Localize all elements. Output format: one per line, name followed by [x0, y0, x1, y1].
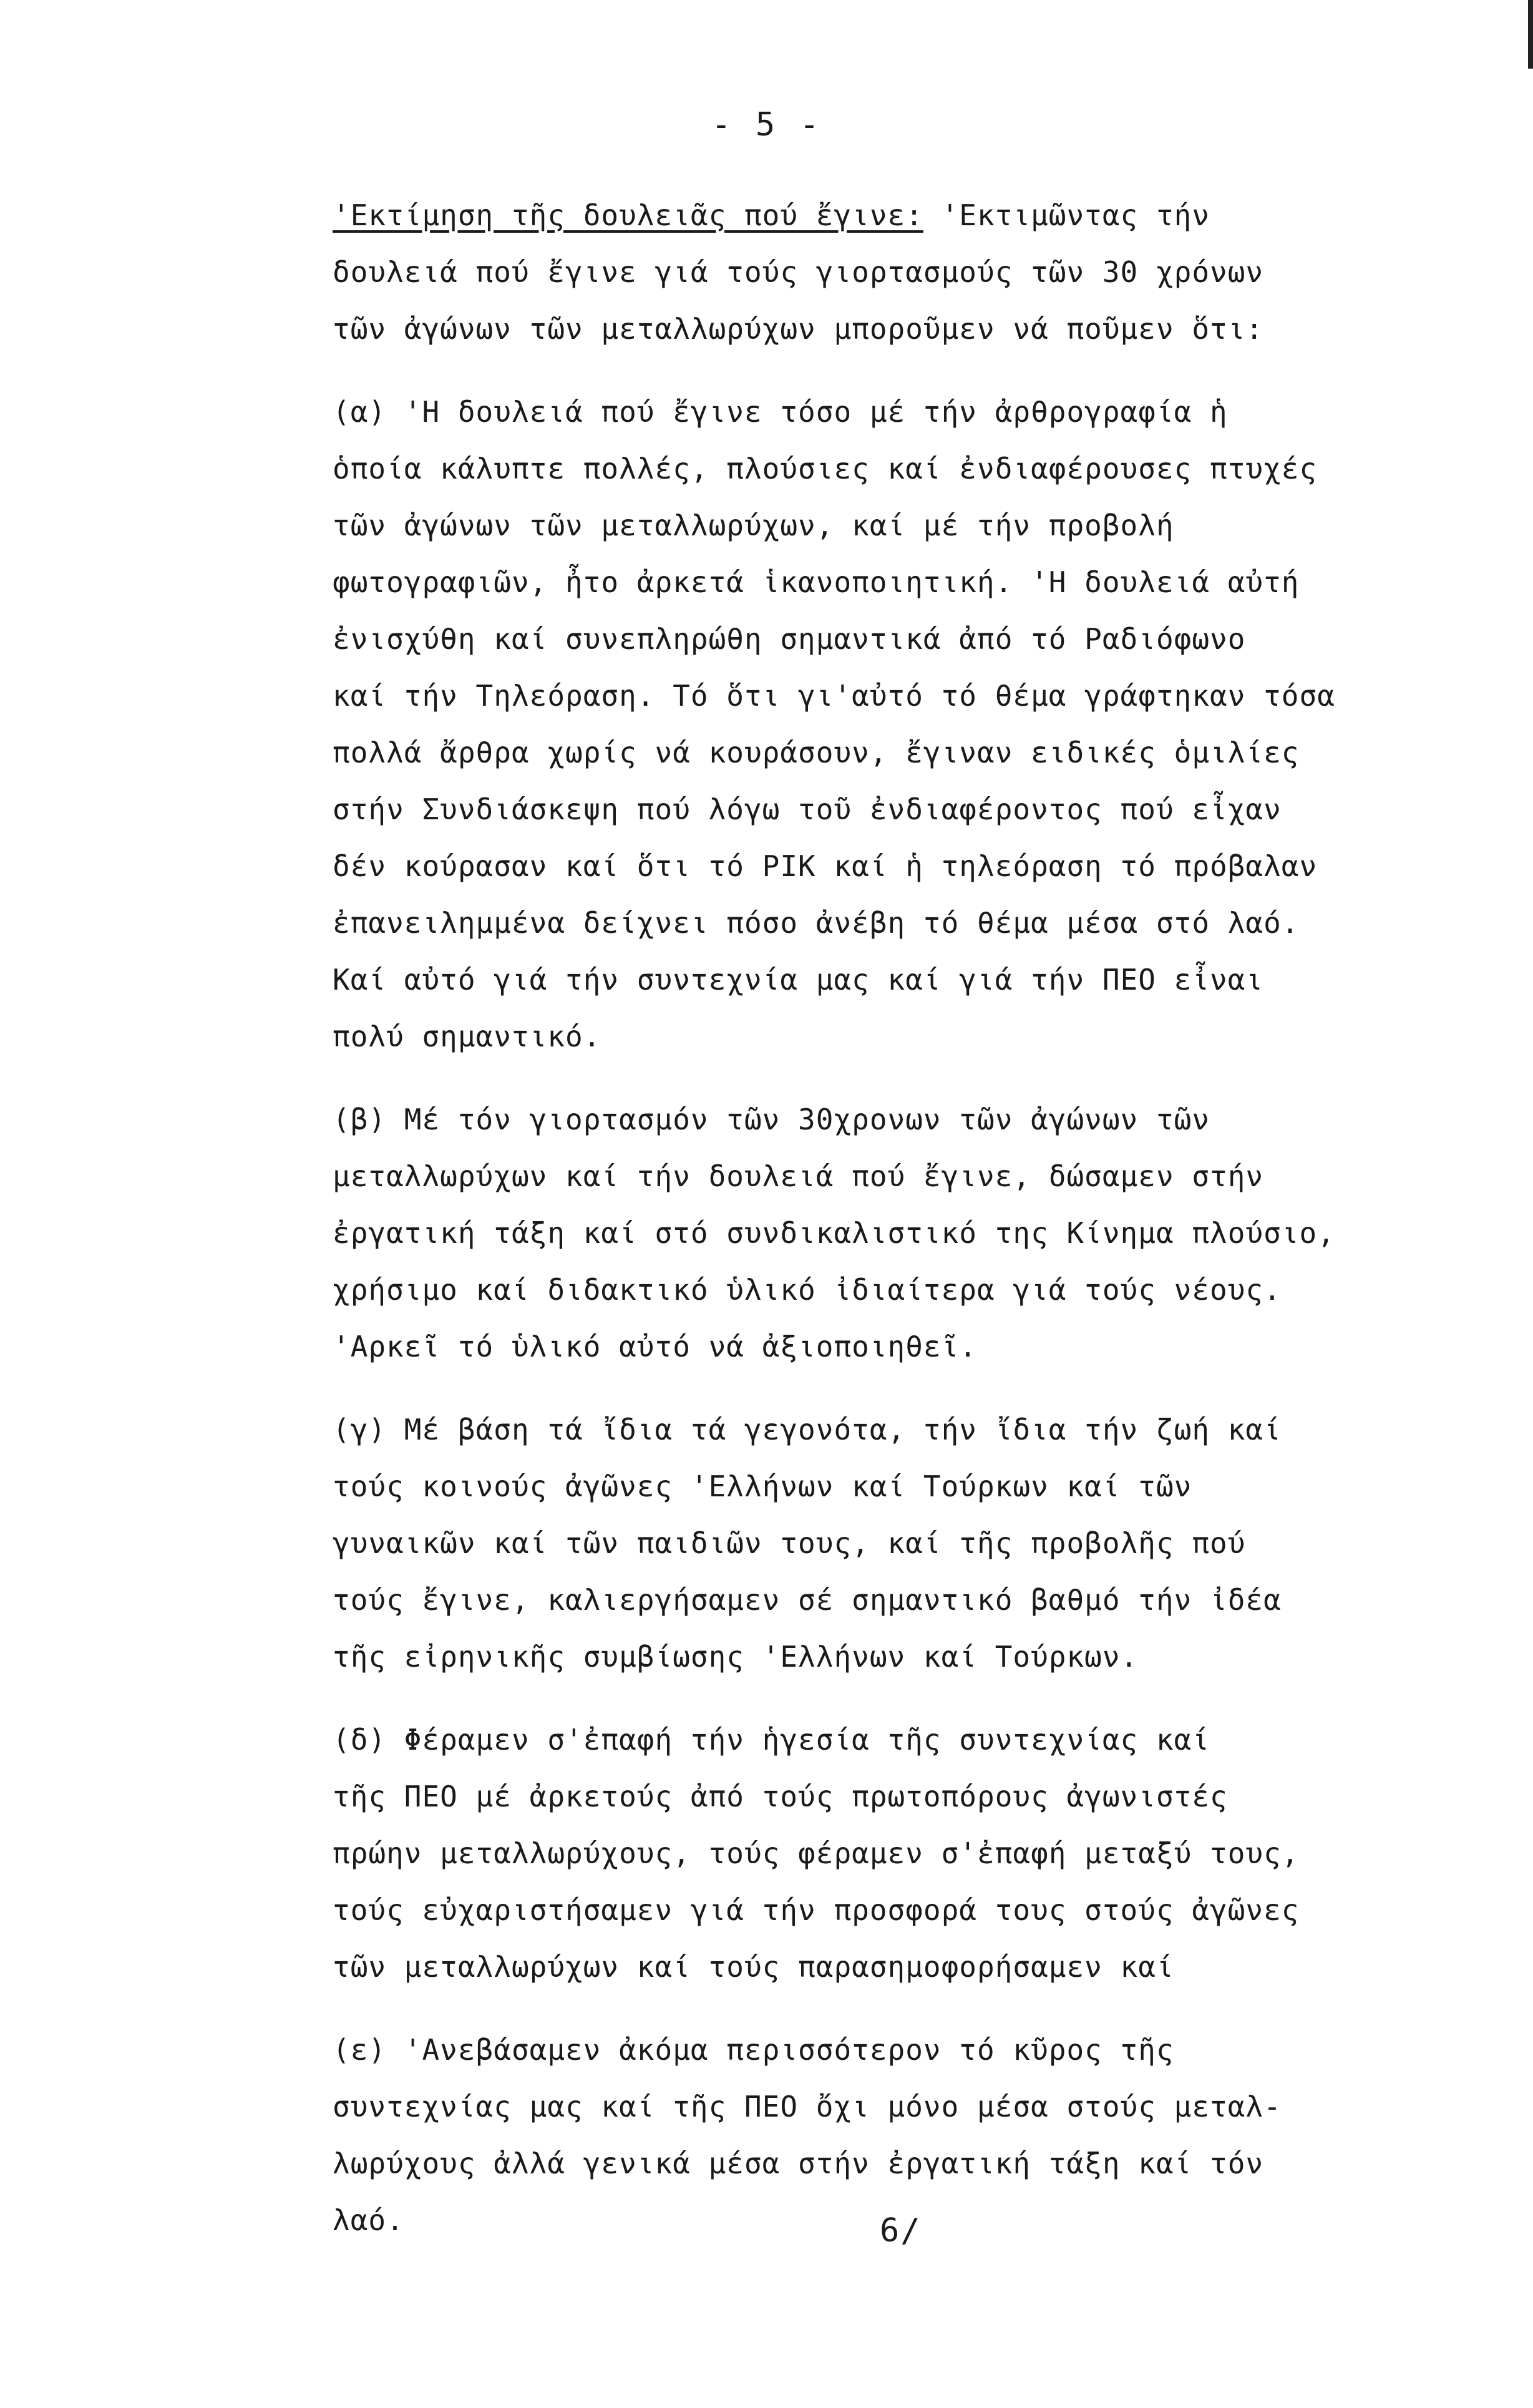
text-span: 'Εκτιμῶντας τήν	[923, 198, 1210, 232]
text-line: δουλειά πού ἔγινε γιά τούς γιορτασμούς τῶν 30 χρόνων	[333, 255, 1264, 289]
text-line: τούς κοινούς ἀγῶνες 'Ελλήνων καί Τούρκων καί τῶν	[333, 1470, 1192, 1503]
paragraph-item-c	[333, 1401, 1393, 1685]
text-line: (β) Μέ τόν γιορτασμόν τῶν 30χρονων τῶν ἀγώνων τῶν	[333, 1103, 1210, 1136]
paragraph-assessment-intro	[333, 187, 1393, 358]
text-line: τούς εὐχαριστήσαμεν γιά τήν προσφορά τους στούς ἀγῶνες	[333, 1893, 1300, 1927]
text-line: καί τήν Τηλεόραση. Τό ὅτι γι'αὐτό τό θέμα γράφτηκαν τόσα	[333, 679, 1335, 713]
next-page-reference: 6/	[880, 2212, 922, 2250]
paragraph-item-a	[333, 384, 1393, 1065]
section-heading: 'Εκτίμηση τῆς δουλειᾶς πού ἔγινε:	[333, 198, 923, 232]
text-line: Καί αὐτό γιά τήν συντεχνία μας καί γιά τήν ΠΕΟ εἶναι	[333, 963, 1264, 997]
text-line: (δ) Φέραμεν σ'ἐπαφή τήν ἡγεσία τῆς συντεχνίας καί	[333, 1723, 1210, 1757]
paragraph-item-d	[333, 1712, 1393, 1996]
text-line: λαό.	[333, 2203, 404, 2237]
text-line: γυναικῶν καί τῶν παιδιῶν τους, καί τῆς προβολῆς πού	[333, 1526, 1246, 1560]
text-line: (α) 'Η δουλειά πού ἔγινε τόσο μέ τήν ἀρθρογραφία ἡ	[333, 395, 1228, 429]
text-line: τούς ἔγινε, καλιεργήσαμεν σέ σημαντικό βαθμό τήν ἰδέα	[333, 1583, 1282, 1617]
text-line: ἐργατική τάξη καί στό συνδικαλιστικό της Κίνημα πλούσιο,	[333, 1216, 1335, 1250]
text-line: χρήσιμο καί διδακτικό ὑλικό ἰδιαίτερα γιά τούς νέους.	[333, 1273, 1282, 1307]
text-line: δέν κούρασαν καί ὅτι τό ΡΙΚ καί ἡ τηλεόραση τό πρόβαλαν	[333, 849, 1318, 883]
text-line: ἐπανειλημμένα δείχνει πόσο ἀνέβη τό θέμα μέσα στό λαό.	[333, 906, 1300, 940]
text-line: λωρύχους ἀλλά γενικά μέσα στήν ἐργατική τάξη καί τόν	[333, 2147, 1264, 2180]
text-line: ὁποία κάλυπτε πολλές, πλούσιες καί ἐνδιαφέρουσες πτυχές	[333, 452, 1318, 485]
document-body	[333, 187, 1393, 2249]
text-line: (ε) 'Ανεβάσαμεν ἀκόμα περισσότερον τό κῦρος τῆς	[333, 2033, 1174, 2067]
text-line: πολλά ἄρθρα χωρίς νά κουράσουν, ἔγιναν ειδικές ὁμιλίες	[333, 736, 1300, 769]
text-line: στήν Συνδιάσκεψη πού λόγω τοῦ ἐνδιαφέροντος πού εἶχαν	[333, 792, 1282, 826]
text-line: φωτογραφιῶν, ἦτο ἀρκετά ἱκανοποιητική. 'Η δουλειά αὐτή	[333, 565, 1300, 599]
page-number: - 5 -	[711, 106, 822, 144]
text-line: συντεχνίας μας καί τῆς ΠΕΟ ὄχι μόνο μέσα στούς μεταλ-	[333, 2090, 1282, 2123]
text-line: πολύ σημαντικό.	[333, 1020, 601, 1053]
text-line: ἐνισχύθη καί συνεπληρώθη σημαντικά ἀπό τό Ραδιόφωνο	[333, 622, 1246, 656]
text-line: 'Αρκεῖ τό ὑλικό αὐτό νά ἀξιοποιηθεῖ.	[333, 1330, 977, 1363]
paragraph-item-b	[333, 1091, 1393, 1375]
text-line: τῆς ΠΕΟ μέ ἀρκετούς ἀπό τούς πρωτοπόρους ἀγωνιστές	[333, 1780, 1228, 1813]
text-line: (γ) Μέ βάση τά ἴδια τά γεγονότα, τήν ἴδια τήν ζωή καί	[333, 1413, 1282, 1446]
text-line: τῶν μεταλλωρύχων καί τούς παρασημοφορήσαμεν καί	[333, 1950, 1174, 1984]
text-line: μεταλλωρύχων καί τήν δουλειά πού ἔγινε, δώσαμεν στήν	[333, 1159, 1264, 1193]
text-line	[333, 187, 1393, 244]
scan-edge-mark	[1528, 0, 1533, 69]
paragraph-item-e	[333, 2022, 1393, 2249]
text-line: πρώην μεταλλωρύχους, τούς φέραμεν σ'ἐπαφή μεταξύ τους,	[333, 1836, 1300, 1870]
text-line: τῶν ἀγώνων τῶν μεταλλωρύχων, καί μέ τήν προβολή	[333, 509, 1174, 542]
text-line: τῆς εἰρηνικῆς συμβίωσης 'Ελλήνων καί Τούρκων.	[333, 1640, 1139, 1674]
text-line: τῶν ἀγώνων τῶν μεταλλωρύχων μποροῦμεν νά ποῦμεν ὅτι:	[333, 312, 1264, 346]
